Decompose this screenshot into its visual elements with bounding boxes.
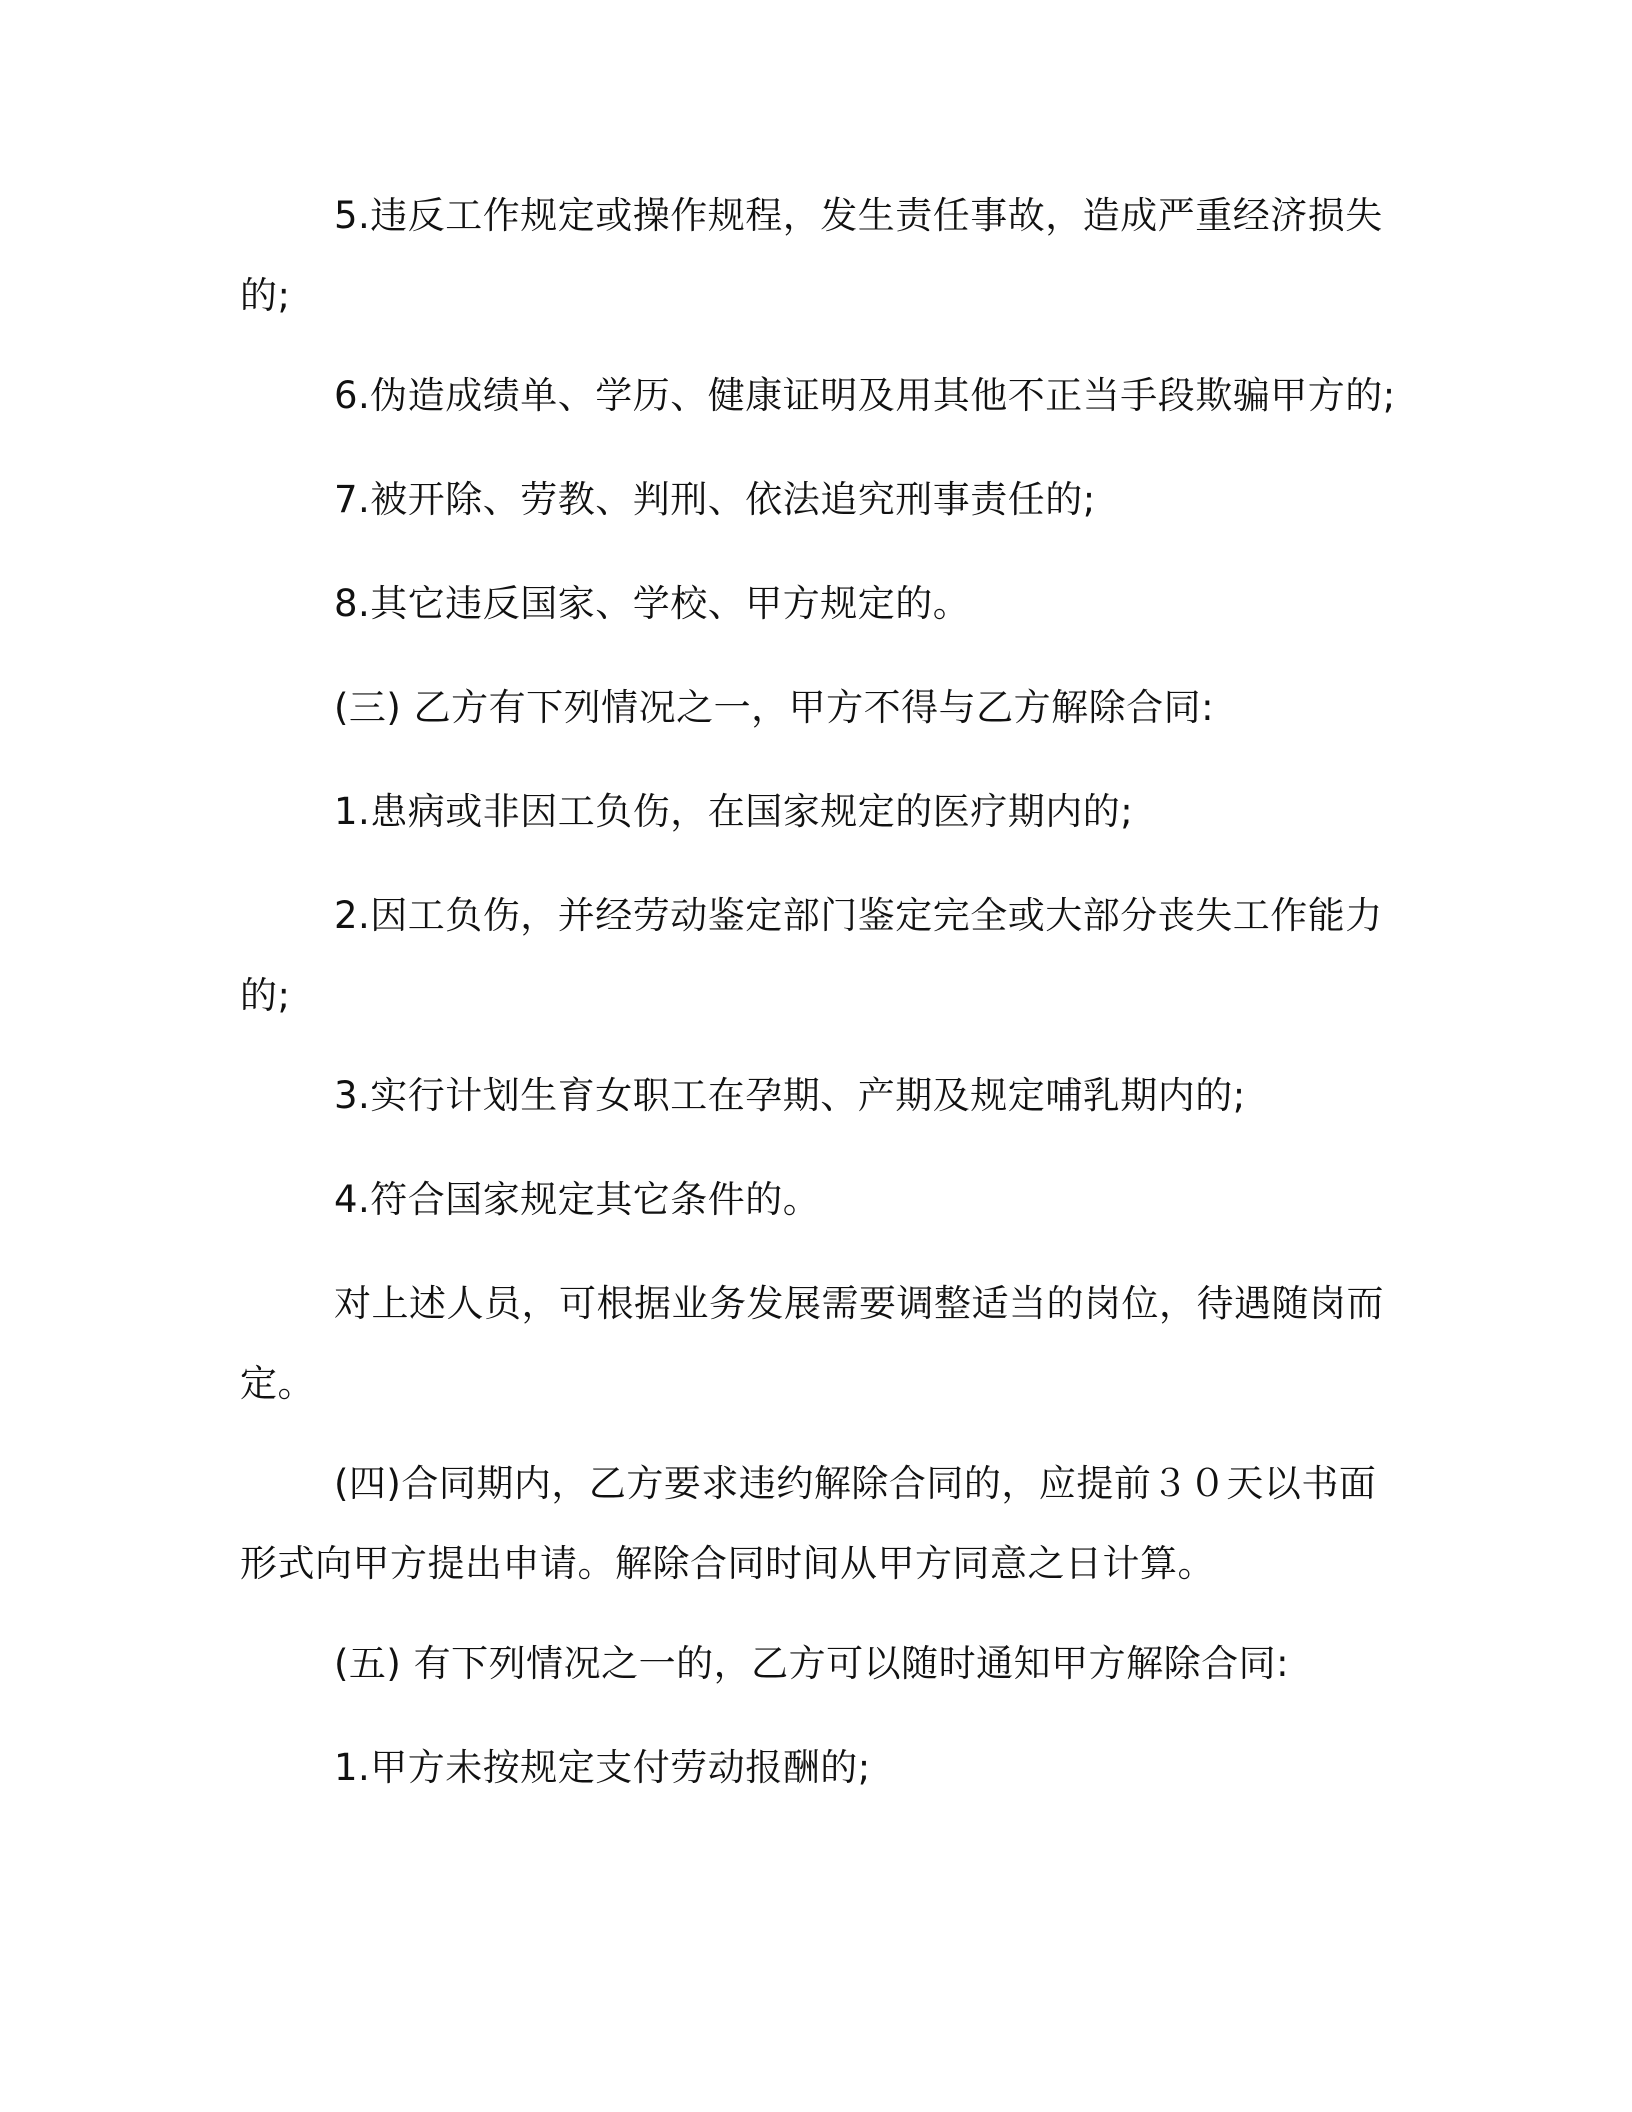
- paragraph-1-illness: 1.患病或非因工负伤，在国家规定的医疗期内的;: [334, 790, 1134, 833]
- section-3-heading: (三) 乙方有下列情况之一，甲方不得与乙方解除合同:: [334, 686, 1215, 729]
- section-4-paragraph: (四)合同期内，乙方要求违约解除合同的，应提前３０天以书面形式向甲方提出申请。解除合同时间从甲方同意之日计算。: [240, 1462, 1377, 1585]
- section-5-heading: (五) 有下列情况之一的，乙方可以随时通知甲方解除合同:: [334, 1642, 1290, 1685]
- paragraph-7-dismissal: 7.被开除、劳教、判刑、依法追究刑事责任的;: [334, 478, 1096, 521]
- paragraph-3-maternity: 3.实行计划生育女职工在孕期、产期及规定哺乳期内的;: [334, 1074, 1246, 1117]
- paragraph-5-violation: 5.违反工作规定或操作规程，发生责任事故，造成严重经济损失的;: [240, 194, 1383, 317]
- paragraph-4-conditions: 4.符合国家规定其它条件的。: [334, 1178, 821, 1221]
- paragraph-8-other: 8.其它违反国家、学校、甲方规定的。: [334, 582, 971, 625]
- paragraph-1-unpaid-wages: 1.甲方未按规定支付劳动报酬的;: [334, 1746, 871, 1789]
- paragraph-2-injury: 2.因工负伤，并经劳动鉴定部门鉴定完全或大部分丧失工作能力的;: [240, 894, 1383, 1017]
- paragraph-6-forgery: 6.伪造成绩单、学历、健康证明及用其他不正当手段欺骗甲方的;: [334, 374, 1396, 417]
- paragraph-adjustment-note: 对上述人员，可根据业务发展需要调整适当的岗位，待遇随岗而定。: [240, 1282, 1384, 1405]
